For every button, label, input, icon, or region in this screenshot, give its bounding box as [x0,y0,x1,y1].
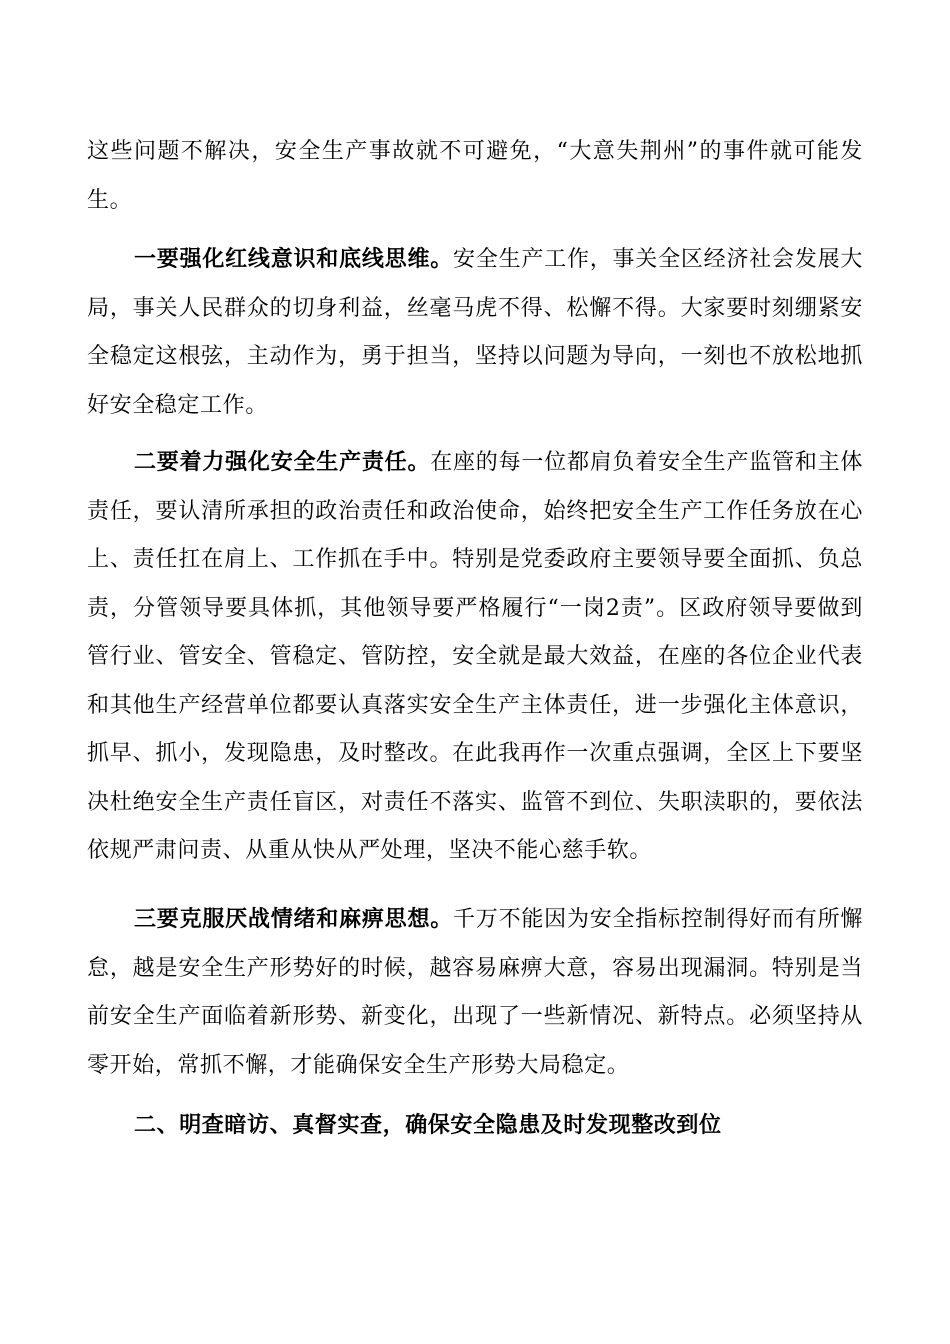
paragraph-text: 在座的每一位都肩负着安全生产监管和主体责任，要认清所承担的政治责任和政治使命，始终把安全生产工作任务放在心上、责任扛在肩上、工作抓在手中。特别是党委政府主要领导要全面抓、负总责，分管领导要具体抓，其他领导要严格履行“一岗2责”。区政府领导要做到管行业、管安全、管稳定、管防控，安全就是最大效益，在座的各位企业代表和其他生产经营单位都要认真落实安全生产主体责任，进一步强化主体意识，抓早、抓小，发现隐患，及时整改。在此我再作一次重点强调，全区上下要坚决杜绝安全生产责任盲区，对责任不落实、监管不到位、失职渎职的，要依法依规严肃问责、从重从快从严处理，坚决不能心慈手软。 [87,450,863,863]
paragraph-redline [87,235,863,430]
paragraph-text: 这些问题不解决，安全生产事故就不可避免，“大意失荆州”的事件就可能发生。 [87,139,863,213]
section-heading: 二、明查暗访、真督实查，确保安全隐患及时发现整改到位 [134,1112,722,1138]
paragraph-continuation [87,128,863,225]
paragraph-lead: 二要着力强化安全生产责任。 [134,449,431,475]
paragraph-lead: 一要强化红线意识和底线思维。 [134,246,454,272]
paragraph-text: 安全生产工作，事关全区经济社会发展大局，事关人民群众的切身利益，丝毫马虎不得、松懈不得。大家要时刻绷紧安全稳定这根弦，主动作为，勇于担当，坚持以问题为导向，一刻也不放松地抓好安全稳定工作。 [87,247,863,418]
paragraph-complacency [87,895,863,1090]
paragraph-responsibility [87,438,863,876]
paragraph-lead: 三要克服厌战情绪和麻痹思想。 [134,906,454,932]
paragraph-text: 千万不能因为安全指标控制得好而有所懈怠，越是安全生产形势好的时候，越容易麻痹大意，容易出现漏洞。特别是当前安全生产面临着新形势、新变化，出现了一些新情况、新特点。必须坚持从零开始，常抓不懈，才能确保安全生产形势大局稳定。 [87,907,863,1078]
